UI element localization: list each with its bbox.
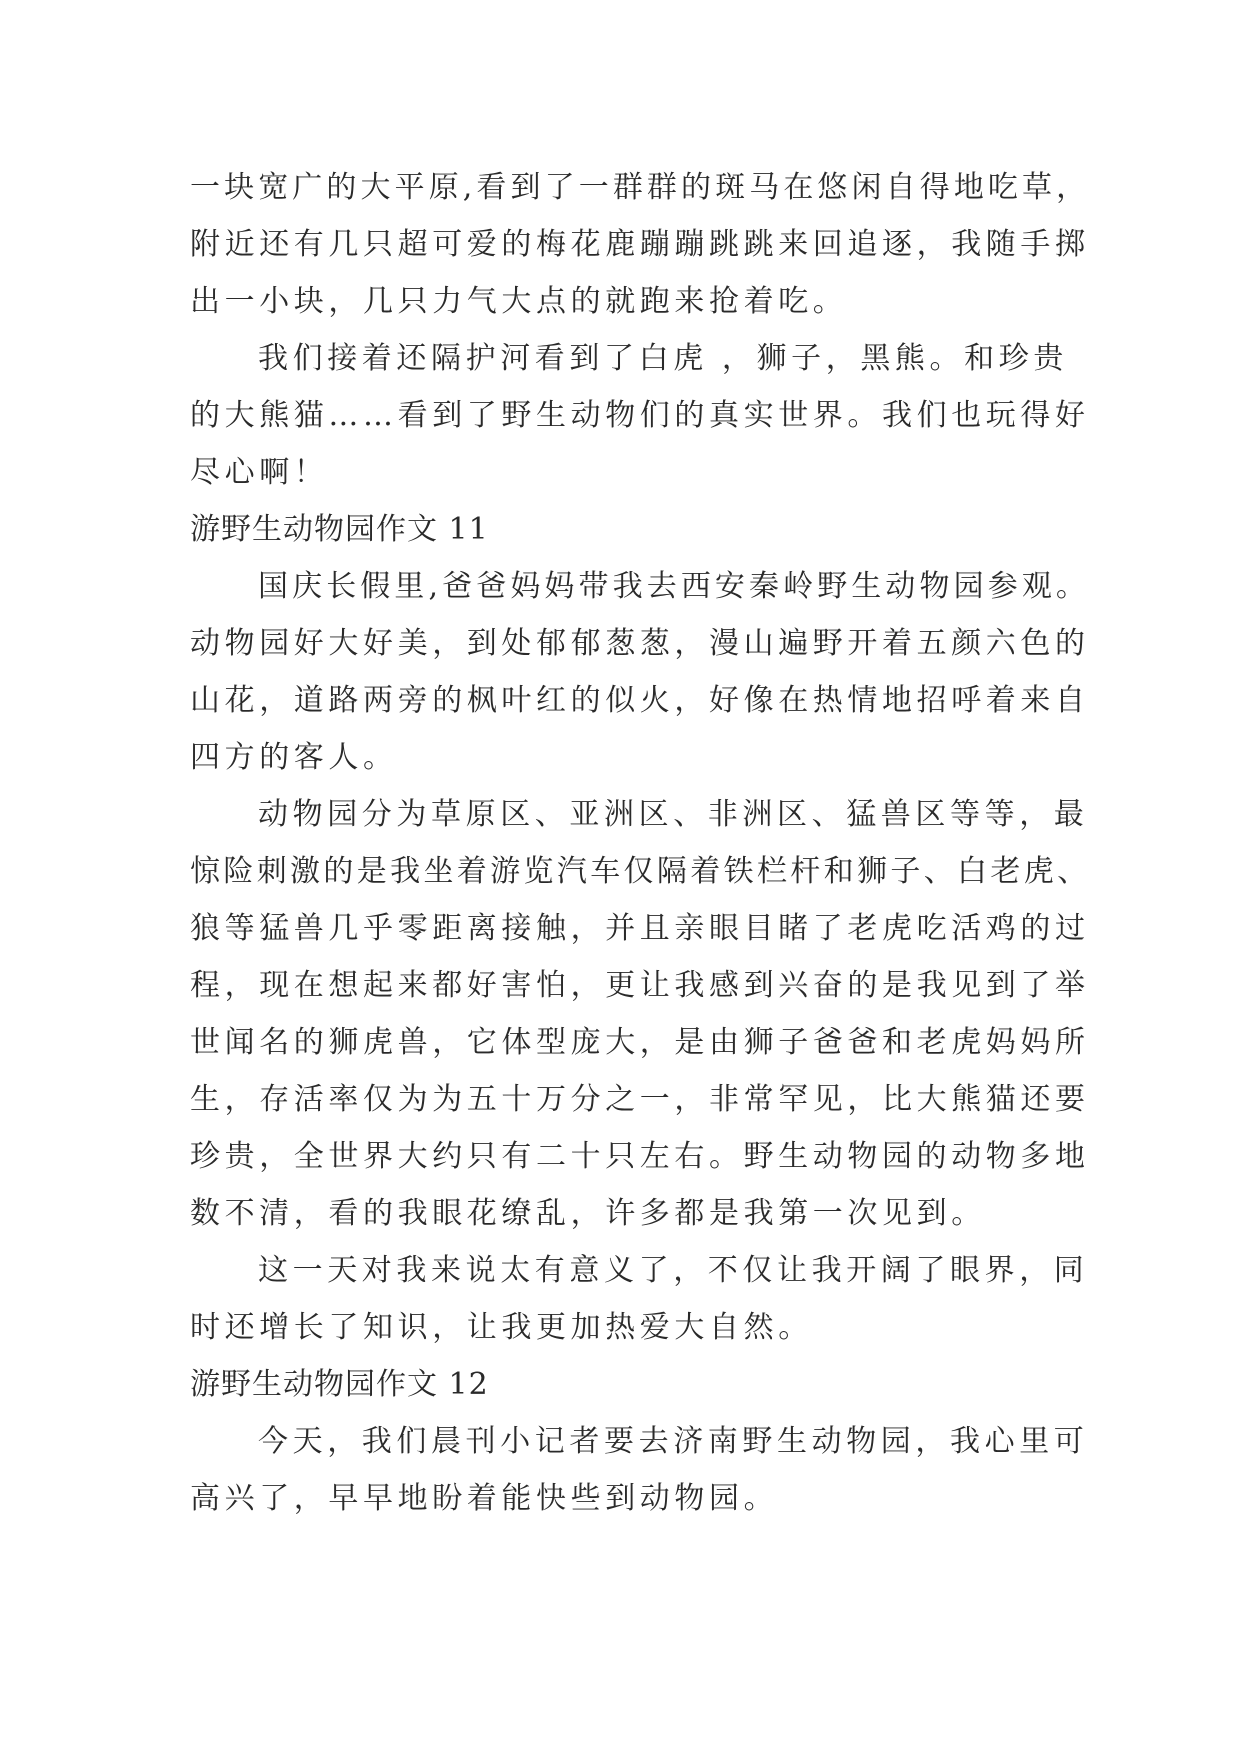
paragraph-line: 数不清，看的我眼花缭乱，许多都是我第一次见到。	[190, 1196, 986, 1231]
paragraph-line: 国庆长假里,爸爸妈妈带我去西安秦岭野生动物园参观。	[258, 569, 1091, 604]
section-heading: 游野生动物园作文 11	[190, 512, 489, 547]
paragraph-line: 山花，道路两旁的枫叶红的似火，好像在热情地招呼着来自	[190, 683, 1090, 718]
paragraph-line: 这一天对我来说太有意义了，不仅让我开阔了眼界，同	[258, 1253, 1089, 1288]
paragraph-line: 动物园好大好美，到处郁郁葱葱，漫山遍野开着五颜六色的	[190, 626, 1090, 661]
paragraph-line: 出一小块，几只力气大点的就跑来抢着吃。	[190, 284, 848, 319]
paragraph-line: 狼等猛兽几乎零距离接触，并且亲眼目睹了老虎吃活鸡的过	[190, 911, 1090, 946]
paragraph-line: 程，现在想起来都好害怕，更让我感到兴奋的是我见到了举	[190, 968, 1090, 1003]
paragraph-line: 四方的客人。	[190, 740, 398, 775]
paragraph-line: 我们接着还隔护河看到了白虎 ，狮子，黑熊。和珍贵	[258, 341, 1068, 376]
paragraph-line: 附近还有几只超可爱的梅花鹿蹦蹦跳跳来回追逐，我随手掷	[190, 227, 1090, 262]
paragraph-line: 一块宽广的大平原,看到了一群群的斑马在悠闲自得地吃草，	[190, 170, 1091, 205]
paragraph-line: 今天，我们晨刊小记者要去济南野生动物园，我心里可	[258, 1424, 1089, 1459]
paragraph-line: 惊险刺激的是我坐着游览汽车仅隔着铁栏杆和狮子、白老虎、	[190, 854, 1091, 889]
paragraph-line: 动物园分为草原区、亚洲区、非洲区、猛兽区等等，最	[258, 797, 1089, 832]
paragraph-line: 的大熊猫……看到了野生动物们的真实世界。我们也玩得好	[190, 398, 1090, 433]
paragraph-line: 尽心啊！	[190, 455, 329, 490]
paragraph-line: 时还增长了知识，让我更加热爱大自然。	[190, 1310, 813, 1345]
section-heading: 游野生动物园作文 12	[190, 1367, 489, 1402]
paragraph-line: 高兴了，早早地盼着能快些到动物园。	[190, 1481, 779, 1516]
paragraph-line: 世闻名的狮虎兽，它体型庞大，是由狮子爸爸和老虎妈妈所	[190, 1025, 1090, 1060]
paragraph-line: 珍贵，全世界大约只有二十只左右。野生动物园的动物多地	[190, 1139, 1090, 1174]
paragraph-line: 生，存活率仅为为五十万分之一，非常罕见，比大熊猫还要	[190, 1082, 1090, 1117]
